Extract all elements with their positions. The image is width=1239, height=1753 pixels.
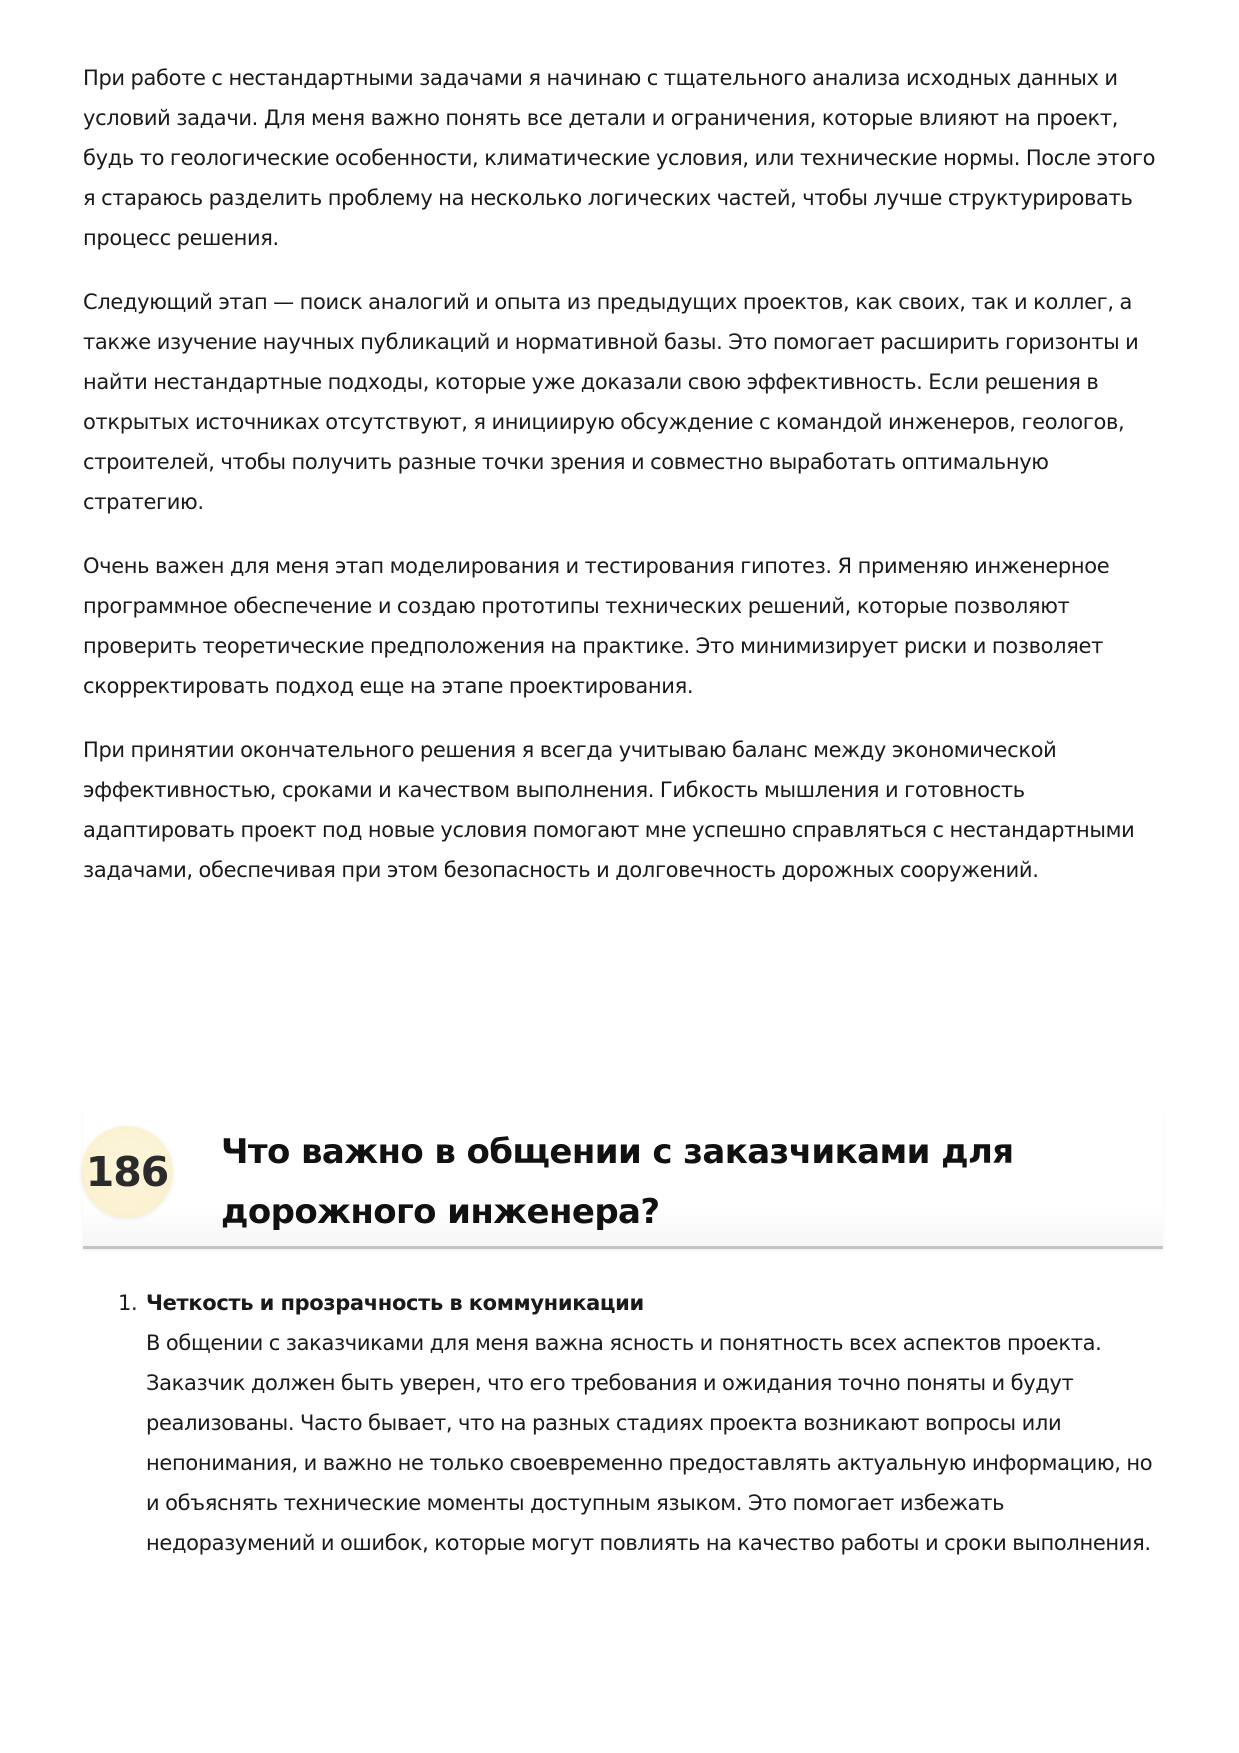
paragraph: При работе с нестандартными задачами я начинаю с тщательного анализа исходных данных и условий задачи. Для меня важно понять все детали и ограничения, которые влияют на проект, будь то геологические особенности, климатические условия, или технические нормы. После этого я стараюсь разделить проблему на несколько логических частей, чтобы лучше структурировать процесс решения. <box>83 66 1156 250</box>
list-item-text: В общении с заказчиками для меня важна ясность и понятность всех аспектов проекта. Заказчик должен быть уверен, что его требования и ожидания точно поняты и будут реализованы. Часто бывает, что на разных стадиях проекта возникают вопросы или непонимания, и важно не только своевременно предоставлять актуальную информацию, но и объяснять технические моменты доступным языком. Это помогает избежать недоразумений и ошибок, которые могут повлиять на качество работы и сроки выполнения. <box>146 1331 1153 1555</box>
list-item-title: Четкость и прозрачность в коммуникации <box>146 1291 644 1315</box>
paragraph: Следующий этап — поиск аналогий и опыта из предыдущих проектов, как своих, так и коллег, а также изучение научных публикаций и нормативной базы. Это помогает расширить горизонты и найти нестандартные подходы, которые уже доказали свою эффективность. Если решения в открытых источниках отсутствуют, я инициирую обсуждение с командой инженеров, геологов, строителей, чтобы получить разные точки зрения и совместно выработать оптимальную стратегию. <box>83 290 1139 514</box>
answer-list <box>83 1283 1163 1563</box>
list-item <box>83 1283 1163 1563</box>
question-number-badge: 186 <box>81 1126 173 1218</box>
question-header <box>83 1112 1163 1249</box>
body-text <box>83 58 1163 914</box>
question-title: Что важно в общении с заказчиками для дорожного инженера? <box>221 1132 1014 1232</box>
paragraph: Очень важен для меня этап моделирования и тестирования гипотез. Я применяю инженерное программное обеспечение и создаю прототипы технических решений, которые позволяют проверить теоретические предположения на практике. Это минимизирует риски и позволяет скорректировать подход еще на этапе проектирования. <box>83 554 1110 698</box>
paragraph: При принятии окончательного решения я всегда учитываю баланс между экономической эффективностью, сроками и качеством выполнения. Гибкость мышления и готовность адаптировать проект под новые условия помогают мне успешно справляться с нестандартными задачами, обеспечивая при этом безопасность и долговечность дорожных сооружений. <box>83 738 1135 882</box>
list-item-number: 1. <box>118 1291 138 1315</box>
